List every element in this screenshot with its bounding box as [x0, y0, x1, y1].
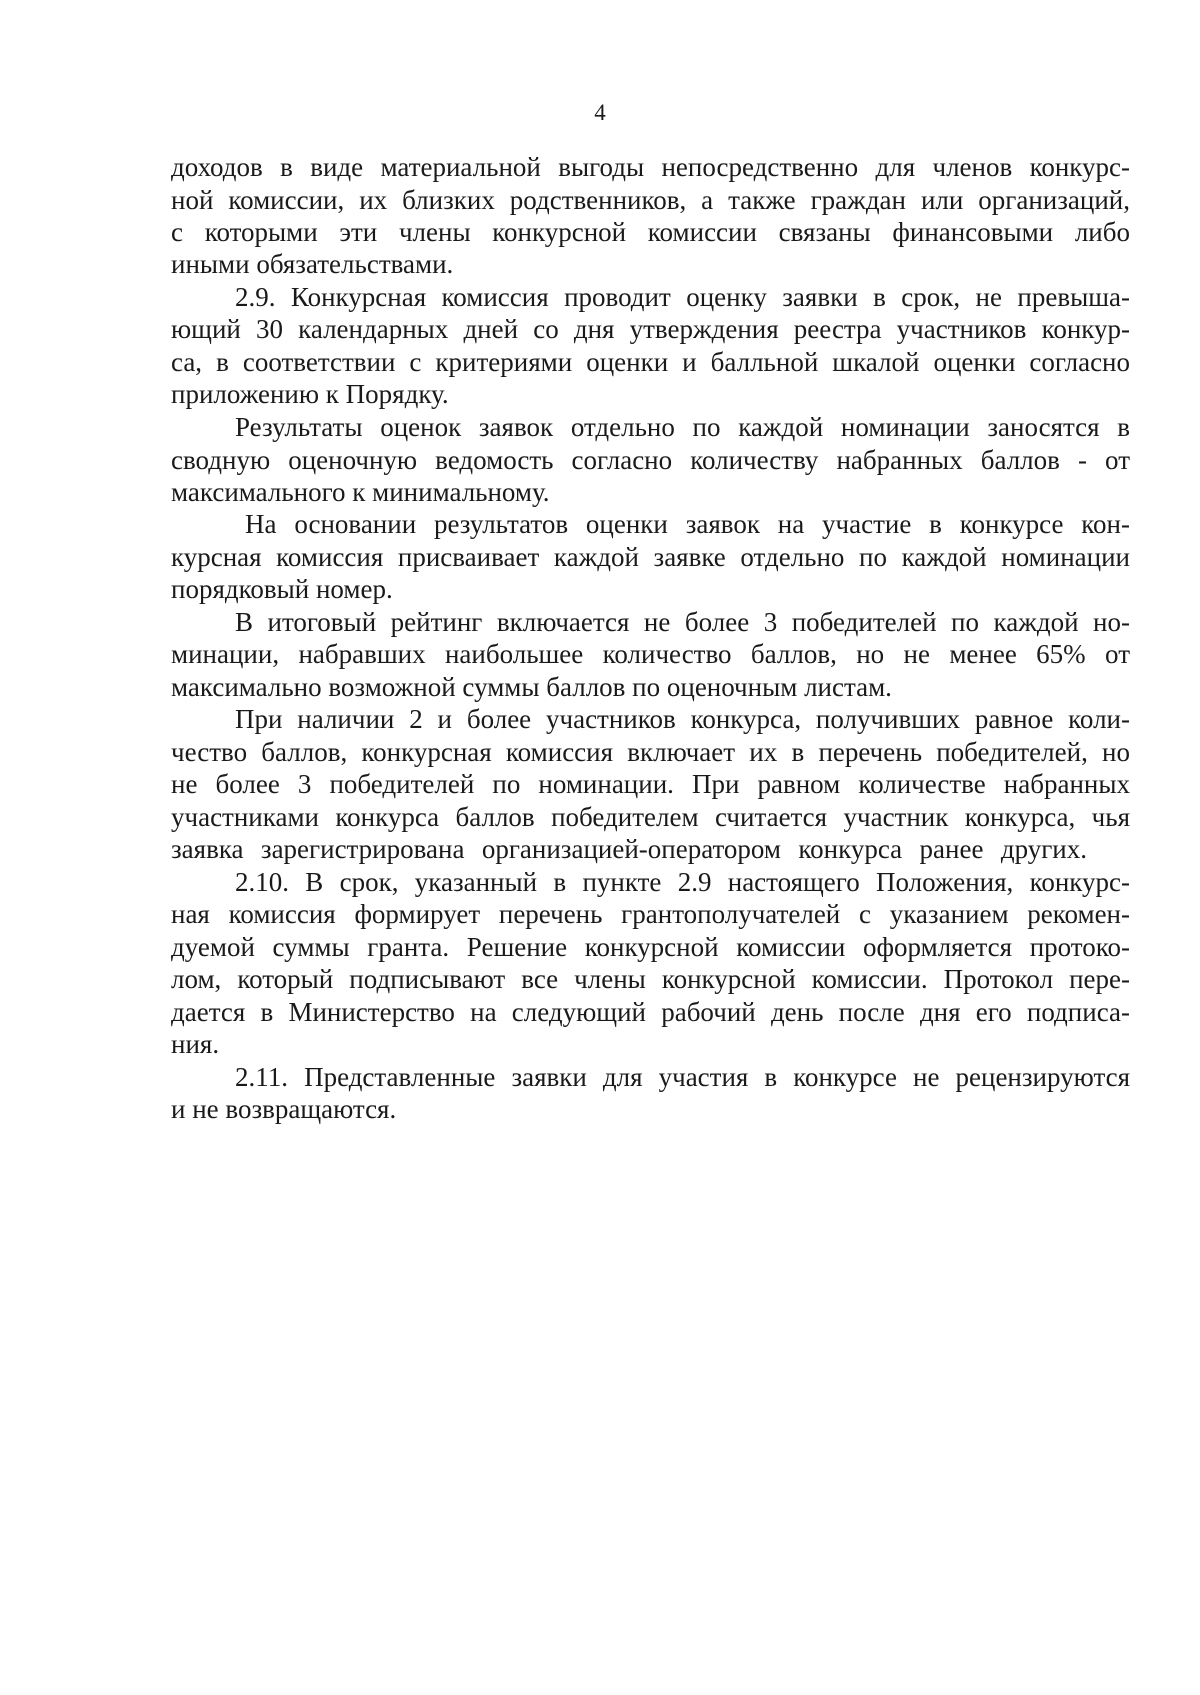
text-line: 2.10. В срок, указанный в пункте 2.9 настоящего Положения, конкурс- — [235, 867, 1130, 897]
text-line: сводную оценочную ведомость согласно количеству набранных баллов - от — [171, 445, 1130, 475]
text-line: с которыми эти члены конкурсной комиссии связаны финансовыми либо — [171, 217, 1130, 247]
page-number: 4 — [594, 100, 606, 125]
text-line: и не возвращаются. — [171, 1094, 397, 1124]
text-line: ная комиссия формирует перечень грантополучателей с указанием рекомен- — [171, 899, 1130, 929]
text-line: доходов в виде материальной выгоды непосредственно для членов конкурс- — [171, 152, 1130, 182]
text-line: максимального к минимальному. — [171, 477, 550, 507]
text-line: дуемой суммы гранта. Решение конкурсной комиссии оформляется протоко- — [171, 932, 1130, 962]
text-line: ющий 30 календарных дней со дня утверждения реестра участников конкур- — [171, 314, 1130, 344]
text-line: ния. — [171, 1029, 220, 1059]
text-line: участниками конкурса баллов победителем считается участник конкурса, чья — [171, 802, 1130, 832]
text-line: заявка зарегистрирована организацией-оператором конкурса ранее других. — [171, 834, 1087, 864]
text-line: При наличии 2 и более участников конкурса, получивших равное коли- — [235, 704, 1130, 734]
text-line: порядковый номер. — [171, 574, 393, 604]
text-line: 2.11. Представленные заявки для участия в конкурсе не рецензируются — [235, 1062, 1130, 1092]
text-line: минации, набравших наибольшее количество баллов, но не менее 65% от — [171, 639, 1130, 669]
text-line: иными обязательствами. — [171, 249, 454, 279]
text-line: лом, который подписывают все члены конкурсной комиссии. Протокол пере- — [171, 964, 1130, 994]
text-line: ной комиссии, их близких родственников, а также граждан или организаций, — [171, 185, 1130, 215]
text-line: приложению к Порядку. — [171, 379, 449, 409]
text-line: Результаты оценок заявок отдельно по каждой номинации заносятся в — [235, 412, 1130, 442]
text-line: 2.9. Конкурсная комиссия проводит оценку заявки в срок, не превыша- — [235, 282, 1130, 312]
text-line: В итоговый рейтинг включается не более 3 победителей по каждой но- — [235, 607, 1130, 637]
text-line: На основании результатов оценки заявок на участие в конкурсе кон- — [245, 509, 1130, 539]
text-line: са, в соответствии с критериями оценки и балльной шкалой оценки согласно — [171, 347, 1130, 377]
text-line: курсная комиссия присваивает каждой заявке отдельно по каждой номинации — [171, 542, 1130, 572]
text-line: дается в Министерство на следующий рабочий день после дня его подписа- — [171, 997, 1130, 1027]
text-line: чество баллов, конкурсная комиссия включает их в перечень победителей, но — [171, 737, 1130, 767]
text-line: максимально возможной суммы баллов по оценочным листам. — [171, 672, 892, 702]
text-line: не более 3 победителей по номинации. При равном количестве набранных — [171, 769, 1130, 799]
